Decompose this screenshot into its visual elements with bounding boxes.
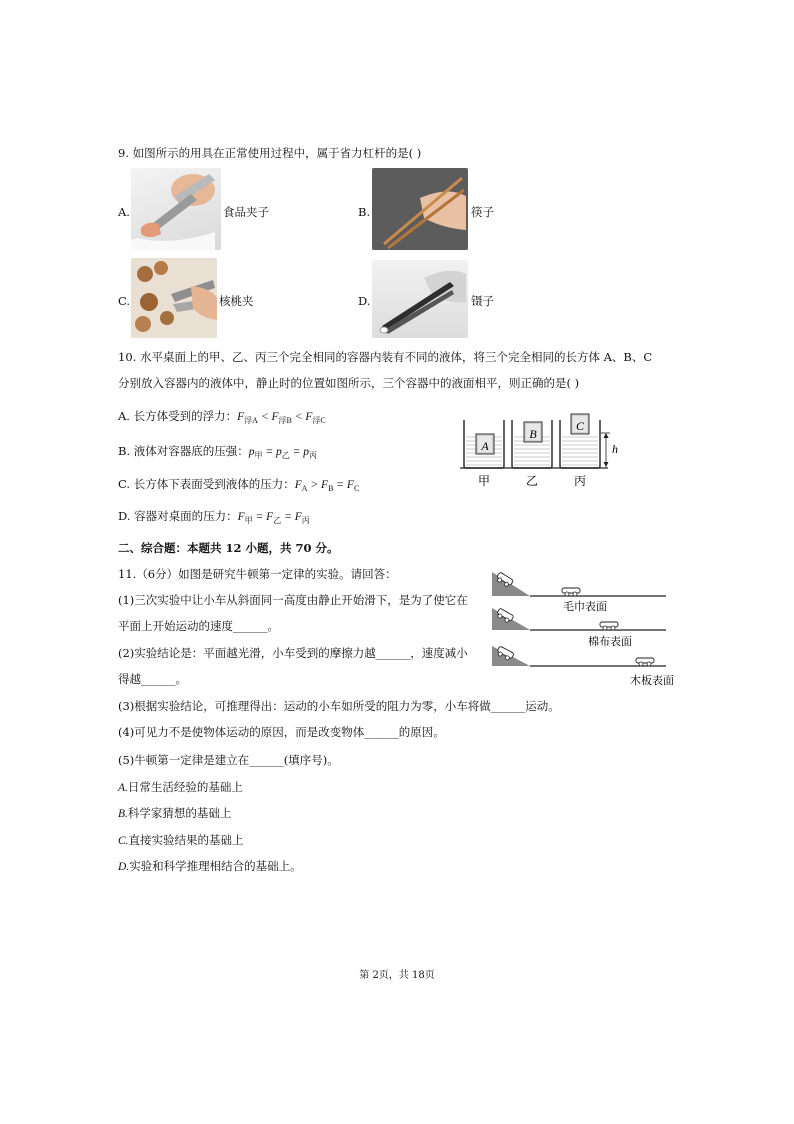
q10-option-a-text: A. 长方体受到的浮力： [118,409,238,423]
surface-label-cotton: 棉布表面 [588,635,632,648]
q11-part2-line2: 得越______。 [118,672,187,686]
q11-choice-c [118,832,244,849]
block-a-label: A [481,439,489,453]
q9-option-b-caption: 筷子 [471,205,494,219]
height-label: h [612,442,618,456]
q10-option-d [118,508,310,529]
containers-figure [458,410,633,490]
q11-choice-c-letter: C. [118,835,129,847]
block-b-label: B [529,427,537,441]
q10-option-c [118,476,359,497]
q11-choice-a [118,779,243,796]
q9-option-d-caption: 镊子 [471,294,494,308]
q9-option-c-letter: C. [118,294,131,308]
q11-part3: (3)根据实验结论，可推理得出：运动的小车如所受的阻力为零，小车将做______运动。 [118,699,560,713]
section2-heading: 二、综合题：本题共 12 小题，共 70 分。 [118,541,339,555]
q9-option-b-letter: B. [358,205,371,219]
q11-choice-c-text: 直接实验结果的基础上 [128,833,244,847]
q10-option-a-formula: $F_{浮A} < F_{浮B} < F_{浮C}$ [237,411,326,425]
surface-label-towel: 毛巾表面 [563,600,607,613]
ramp-wood [492,646,666,666]
block-c-label: C [575,419,585,433]
page-number-footer: 第 2页，共 18页 [359,970,435,981]
q9-option-a-letter: A. [118,205,130,219]
q10-option-a [118,408,326,429]
q11-part5: (5)牛顿第一定律是建立在______(填序号)。 [118,753,339,767]
food-tongs-photo [131,168,221,250]
q9-option-a-caption: 食品夹子 [223,205,269,219]
q11-stem: 11.（6分）如图是研究牛顿第一定律的实验。请回答： [118,567,397,581]
q10-stem-line2: 分别放入容器内的液体中，静止时的位置如图所示，三个容器中的液面相平，则正确的是( ) [118,376,580,390]
q10-option-d-text: D. 容器对桌面的压力： [118,509,238,523]
container-label-jia: 甲 [477,474,491,488]
q11-choice-d [118,858,302,875]
q10-stem-line1: 10. 水平桌面上的甲、乙、丙三个完全相同的容器内装有不同的液体，将三个完全相同的长方体 A、B、C [118,350,653,364]
container-label-bing: 丙 [573,474,587,488]
q11-part1-line1: (1)三次实验中让小车从斜面同一高度由静止开始滑下，是为了使它在 [118,593,468,607]
container-label-yi: 乙 [525,474,539,488]
q11-choice-b-text: 科学家猜想的基础上 [127,806,232,820]
q10-option-b-text: B. 液体对容器底的压强： [118,444,249,458]
q10-option-c-text: C. 长方体下表面受到液体的压力： [118,477,295,491]
q10-option-b [118,443,317,464]
q10-option-b-formula: $p_甲 = p_乙 = p_丙$ [248,446,318,460]
q11-choice-a-letter: A. [118,782,128,794]
q11-choice-d-letter: D. [118,861,130,873]
q11-part4: (4)可见力不是使物体运动的原因，而是改变物体______的原因。 [118,725,445,739]
q11-choice-b-letter: B. [118,808,128,820]
nutcracker-photo [131,258,217,338]
q9-option-d-letter: D. [358,294,371,308]
q10-option-c-formula: $F_A > F_B = F_C$ [294,479,360,493]
surface-label-wood: 木板表面 [630,674,674,687]
q11-part2-line1: (2)实验结论是：平面越光滑，小车受到的摩擦力越______，速度减小 [118,646,468,660]
q10-option-d-formula: $F_甲 = F_乙 = F_丙$ [237,511,310,525]
chopsticks-photo [372,168,468,250]
q11-choice-a-text: 日常生活经验的基础上 [127,780,243,794]
q11-choice-d-text: 实验和科学推理相结合的基础上。 [129,859,302,873]
q11-choice-b [118,805,231,822]
tweezers-photo [372,260,468,338]
q9-option-c-caption: 核桃夹 [219,294,254,308]
q9-stem: 9. 如图所示的用具在正常使用过程中，属于省力杠杆的是( ) [118,146,422,160]
height-marker [601,433,610,467]
newton-experiment-figure [490,566,680,690]
ramp-towel [492,572,666,596]
q11-part1-line2: 平面上开始运动的速度______。 [118,619,279,633]
